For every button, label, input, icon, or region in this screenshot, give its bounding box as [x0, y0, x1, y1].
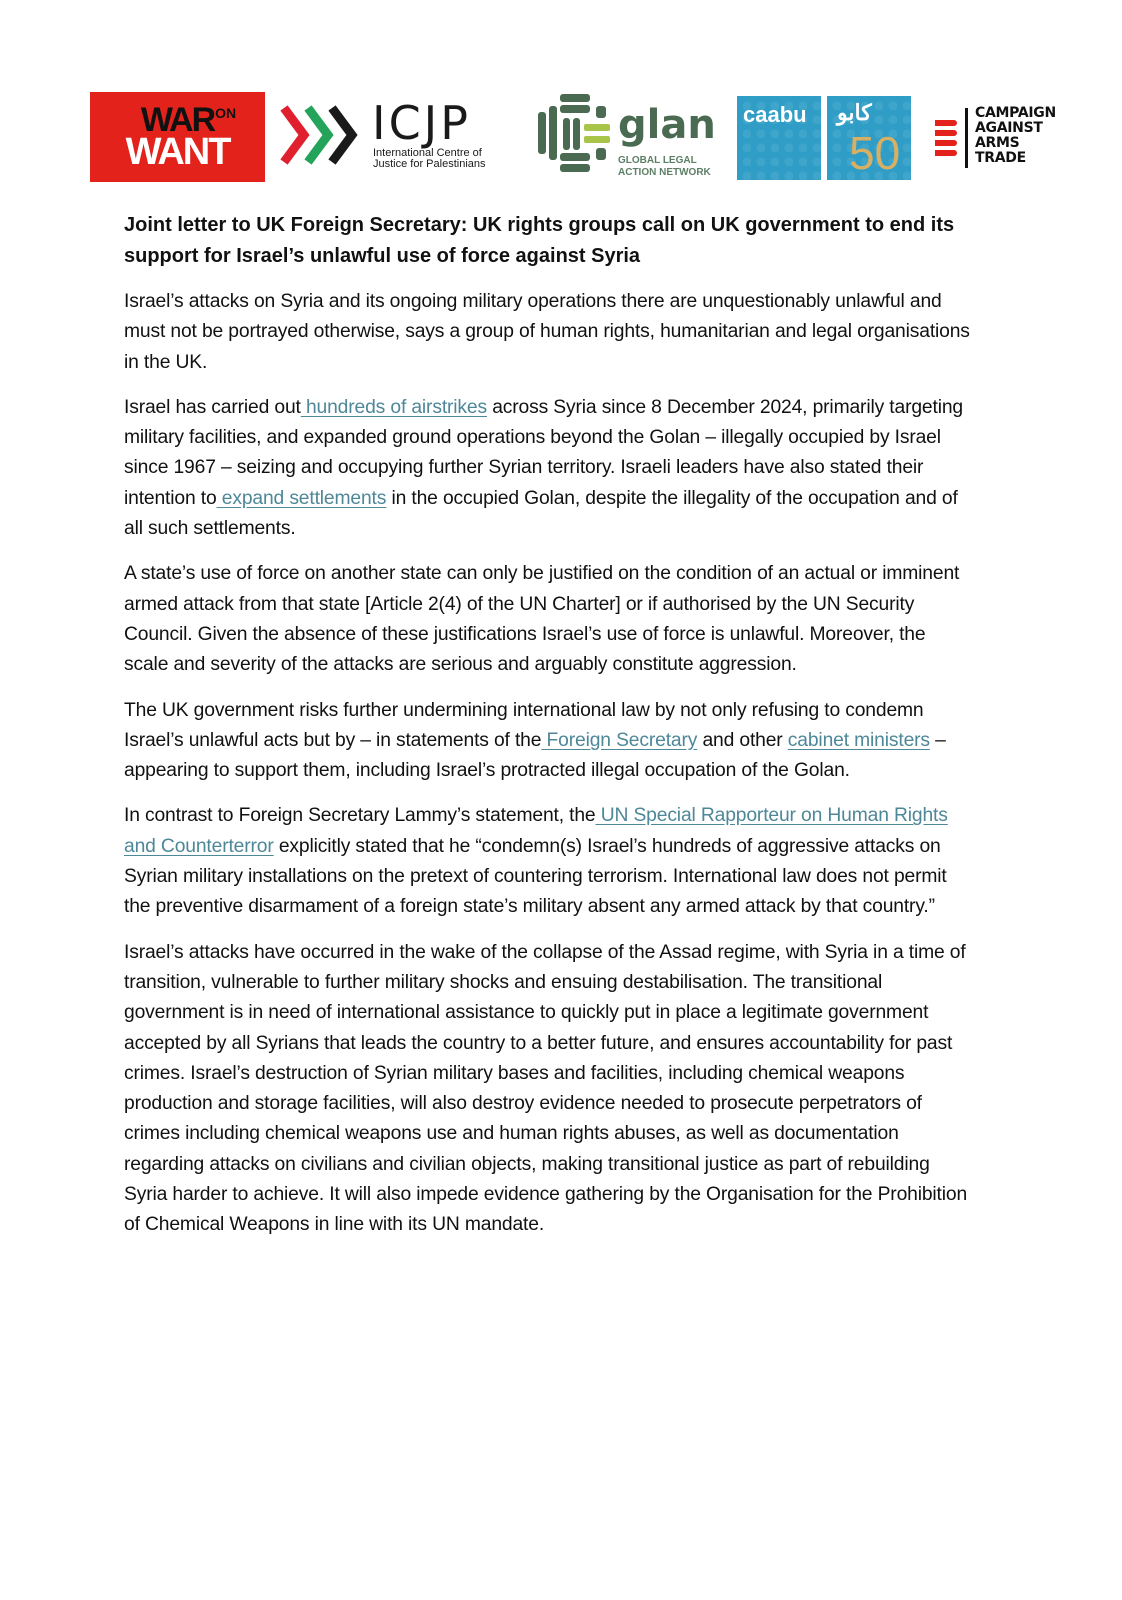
war-on-want-line1: WAR: [140, 100, 215, 139]
caat-line2: AGAINST: [975, 120, 1043, 136]
paragraph-2: [124, 393, 974, 544]
letter-title: Joint letter to UK Foreign Secretary: UK rights groups call on UK government to end its support for Israel’s unlawful use of force against Syria: [124, 214, 955, 267]
icjp-subtitle: [373, 148, 486, 170]
paragraph-2-text-a: Israel has carried out: [124, 396, 301, 418]
glan-title: glan: [618, 102, 716, 148]
caat-line3: ARMS: [975, 135, 1020, 151]
paragraph-4-text-a: The UK government risks further undermining international law by not only refusing to condemn Israel’s unlawful acts but by – in statements of the: [124, 699, 924, 751]
paragraph-4-text-c: – appearing to support them, including Israel’s protracted illegal occupation of the Golan.: [124, 729, 946, 782]
paragraph-4: [124, 696, 974, 787]
war-on-want-logo: [90, 92, 265, 182]
glan-subtitle: [618, 155, 711, 179]
partner-logos-bar: [90, 88, 1056, 184]
paragraph-3: A state’s use of force on another state can only be justified on the condition of an actual or imminent armed attack from that state [Article 2(4) of the UN Charter] or if authorised by the UN Security Council. Given the absence of these justifications Israel’s use of force is unlawful. Moreover, the scale and severity of the attacks are serious and arguably constitute aggression.: [124, 563, 960, 676]
icjp-subtitle-line1: International Centre of: [373, 147, 482, 159]
paragraph-2-text-c: in the occupied Golan, despite the illegality of the occupation and of all such settlements.: [124, 487, 958, 540]
paragraph-5-text-a: In contrast to Foreign Secretary Lammy’s statement, the: [124, 805, 596, 827]
link-hundreds-of-airstrikes[interactable]: hundreds of airstrikes: [300, 396, 487, 418]
paragraph-6: Israel’s attacks have occurred in the wake of the collapse of the Assad regime, with Syria in a time of transition, vulnerable to further military shocks and ensuing destabilisation. The transitional government is in need of international assistance to quickly put in place a legitimate government accepted by all Syrians that leads the country to a better future, and ensures accountability for past crimes. Israel’s destruction of Syrian military bases and facilities, including chemical weapons production and storage facilities, will also destroy evidence needed to prosecute perpetrators of crimes including chemical weapons use and human rights abuses, as well as documentation regarding attacks on civilians and civilian objects, making transitional justice as part of rebuilding Syria harder to achieve. It will also impede evidence gathering by the Organisation for the Prohibition of Chemical Weapons in line with its UN mandate.: [124, 941, 968, 1236]
war-on-want-line2: WANT: [125, 131, 230, 174]
letter-body: [124, 210, 974, 1256]
icjp-subtitle-line2: Justice for Palestinians: [373, 158, 486, 170]
caabu-arabic-box: [827, 96, 911, 180]
paragraph-5-text-b: explicitly stated that he “condemn(s) Israel’s hundreds of aggressive attacks on Syrian military installations on the pretext of countering terrorism. International law does not permit the preventive disarmament of a foreign state’s military absent any armed attack by that country.”: [124, 835, 947, 918]
caat-line1: CAMPAIGN: [975, 105, 1056, 121]
icjp-logo: [280, 96, 520, 176]
war-on-want-on: ON: [215, 104, 237, 121]
glan-logo: [530, 88, 720, 184]
paragraph-5: [124, 801, 974, 922]
caat-logo: [935, 104, 1055, 174]
link-cabinet-ministers[interactable]: cabinet ministers: [787, 729, 930, 751]
glan-emblem-icon: [532, 90, 618, 176]
glan-subtitle-line2: ACTION NETWORK: [618, 167, 711, 178]
link-expand-settlements[interactable]: expand settlements: [216, 487, 387, 509]
paragraph-1: Israel’s attacks on Syria and its ongoing military operations there are unquestionably unlawful and must not be portrayed otherwise, says a group of human rights, humanitarian and legal organisations in the UK.: [124, 291, 970, 373]
caabu-arabic-text: كابو: [837, 100, 872, 125]
caat-bars-icon: [935, 120, 957, 160]
link-un-special-rapporteur[interactable]: UN Special Rapporteur on Human Rights and Counterterror: [124, 805, 948, 857]
icjp-title: ICJP: [372, 96, 471, 150]
caat-text: [975, 106, 1056, 166]
glan-subtitle-line1: GLOBAL LEGAL: [618, 155, 697, 166]
caabu-latin-text: caabu: [743, 102, 807, 127]
paragraph-4-text-b: and other: [697, 729, 788, 751]
caabu-latin-box: [737, 96, 821, 180]
paragraph-2-text-b: across Syria since 8 December 2024, primarily targeting military facilities, and expanded ground operations beyond the Golan – illegally occupied by Israel since 1967 – seizing and occupying further Syrian territory. Israeli leaders have also stated their intention to: [124, 396, 963, 509]
chevrons-icon: [280, 100, 360, 170]
caat-line4: TRADE: [975, 150, 1026, 166]
caat-divider: [965, 108, 968, 168]
link-foreign-secretary[interactable]: Foreign Secretary: [541, 729, 698, 751]
caabu-50-text: 50: [849, 127, 901, 179]
caabu-logo: [737, 96, 911, 180]
